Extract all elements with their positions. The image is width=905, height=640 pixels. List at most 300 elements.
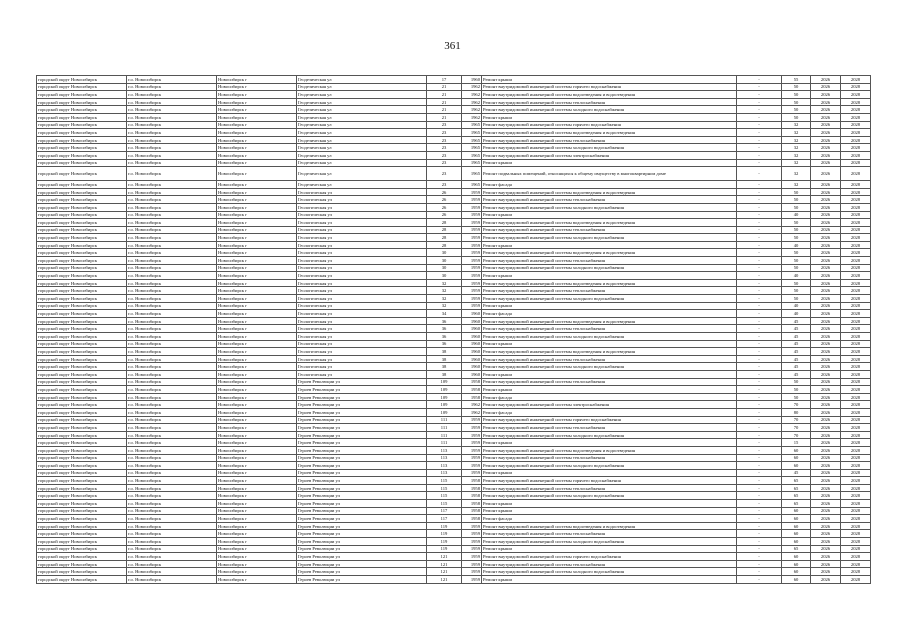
- extra-cell: -: [737, 393, 782, 401]
- street-cell: Геологическая ул: [297, 333, 427, 341]
- district-cell: г.о. Новосибирск: [127, 287, 217, 295]
- city-cell: Новосибирск г: [217, 568, 297, 576]
- table-row: [37, 106, 871, 114]
- start-year-cell: 2026: [811, 295, 841, 303]
- table-row: [37, 538, 871, 546]
- house-number-cell: 117: [427, 507, 462, 515]
- value-cell: 50: [782, 106, 811, 114]
- start-year-cell: 2026: [811, 408, 841, 416]
- extra-cell: -: [737, 401, 782, 409]
- street-cell: Геологическая ул: [297, 203, 427, 211]
- municipality-cell: городской округ Новосибирск: [37, 492, 127, 500]
- value-cell: 50: [782, 226, 811, 234]
- start-year-cell: 2026: [811, 113, 841, 121]
- start-year-cell: 2026: [811, 144, 841, 152]
- street-cell: Героев Революции ул: [297, 469, 427, 477]
- extra-cell: -: [737, 348, 782, 356]
- end-year-cell: 2028: [841, 83, 871, 91]
- end-year-cell: 2028: [841, 560, 871, 568]
- value-cell: 60: [782, 530, 811, 538]
- city-cell: Новосибирск г: [217, 560, 297, 568]
- district-cell: г.о. Новосибирск: [127, 249, 217, 257]
- build-year-cell: 1959: [462, 302, 482, 310]
- district-cell: г.о. Новосибирск: [127, 439, 217, 447]
- end-year-cell: 2028: [841, 167, 871, 181]
- municipality-cell: городской округ Новосибирск: [37, 121, 127, 129]
- municipality-cell: городской округ Новосибирск: [37, 129, 127, 137]
- end-year-cell: 2028: [841, 492, 871, 500]
- start-year-cell: 2026: [811, 196, 841, 204]
- end-year-cell: 2028: [841, 515, 871, 523]
- district-cell: г.о. Новосибирск: [127, 492, 217, 500]
- extra-cell: -: [737, 136, 782, 144]
- street-cell: Геодезическая ул: [297, 129, 427, 137]
- work-type-cell: Ремонт крыши: [482, 272, 737, 280]
- work-type-cell: Ремонт внутридомовой инженерной системы водоотведения и водоотведения: [482, 91, 737, 99]
- end-year-cell: 2028: [841, 106, 871, 114]
- build-year-cell: 1965: [462, 181, 482, 189]
- work-type-cell: Ремонт внутридомовой инженерной системы теплоснабжения: [482, 378, 737, 386]
- house-number-cell: 30: [427, 257, 462, 265]
- street-cell: Геодезическая ул: [297, 181, 427, 189]
- house-number-cell: 111: [427, 424, 462, 432]
- house-number-cell: 28: [427, 219, 462, 227]
- house-number-cell: 32: [427, 295, 462, 303]
- municipality-cell: городской округ Новосибирск: [37, 507, 127, 515]
- street-cell: Героев Революции ул: [297, 522, 427, 530]
- extra-cell: -: [737, 568, 782, 576]
- table-row: [37, 144, 871, 152]
- street-cell: Геологическая ул: [297, 249, 427, 257]
- value-cell: 45: [782, 469, 811, 477]
- house-number-cell: 113: [427, 454, 462, 462]
- extra-cell: -: [737, 408, 782, 416]
- build-year-cell: 1958: [462, 492, 482, 500]
- municipality-cell: городской округ Новосибирск: [37, 76, 127, 84]
- build-year-cell: 1962: [462, 106, 482, 114]
- street-cell: Геологическая ул: [297, 196, 427, 204]
- street-cell: Героев Революции ул: [297, 393, 427, 401]
- street-cell: Геологическая ул: [297, 295, 427, 303]
- extra-cell: -: [737, 181, 782, 189]
- extra-cell: -: [737, 378, 782, 386]
- street-cell: Геологическая ул: [297, 363, 427, 371]
- work-type-cell: Ремонт крыши: [482, 76, 737, 84]
- build-year-cell: 1959: [462, 279, 482, 287]
- build-year-cell: 1959: [462, 295, 482, 303]
- district-cell: г.о. Новосибирск: [127, 538, 217, 546]
- start-year-cell: 2026: [811, 181, 841, 189]
- table-row: [37, 431, 871, 439]
- work-type-cell: Ремонт внутридомовой инженерной системы горячего водоснабжения: [482, 553, 737, 561]
- work-type-cell: Ремонт крыши: [482, 386, 737, 394]
- build-year-cell: 1960: [462, 355, 482, 363]
- value-cell: 50: [782, 287, 811, 295]
- value-cell: 50: [782, 98, 811, 106]
- street-cell: Героев Революции ул: [297, 446, 427, 454]
- build-year-cell: 1962: [462, 113, 482, 121]
- extra-cell: -: [737, 576, 782, 584]
- work-type-cell: Ремонт крыши: [482, 211, 737, 219]
- build-year-cell: 1959: [462, 462, 482, 470]
- value-cell: 32: [782, 151, 811, 159]
- street-cell: Геодезическая ул: [297, 136, 427, 144]
- house-number-cell: 111: [427, 439, 462, 447]
- street-cell: Героев Революции ул: [297, 431, 427, 439]
- municipality-cell: городской округ Новосибирск: [37, 386, 127, 394]
- value-cell: 65: [782, 500, 811, 508]
- table-row: [37, 317, 871, 325]
- start-year-cell: 2026: [811, 136, 841, 144]
- page-number: 361: [444, 40, 461, 52]
- end-year-cell: 2028: [841, 151, 871, 159]
- district-cell: г.о. Новосибирск: [127, 477, 217, 485]
- value-cell: 40: [782, 272, 811, 280]
- district-cell: г.о. Новосибирск: [127, 522, 217, 530]
- end-year-cell: 2028: [841, 469, 871, 477]
- value-cell: 50: [782, 249, 811, 257]
- build-year-cell: 1959: [462, 416, 482, 424]
- district-cell: г.о. Новосибирск: [127, 219, 217, 227]
- city-cell: Новосибирск г: [217, 492, 297, 500]
- district-cell: г.о. Новосибирск: [127, 386, 217, 394]
- city-cell: Новосибирск г: [217, 431, 297, 439]
- work-type-cell: Ремонт крыши: [482, 340, 737, 348]
- municipality-cell: городской округ Новосибирск: [37, 333, 127, 341]
- street-cell: Героев Революции ул: [297, 484, 427, 492]
- value-cell: 32: [782, 181, 811, 189]
- municipality-cell: городской округ Новосибирск: [37, 302, 127, 310]
- build-year-cell: 1962: [462, 83, 482, 91]
- start-year-cell: 2026: [811, 370, 841, 378]
- work-type-cell: Ремонт внутридомовой инженерной системы горячего водоснабжения: [482, 477, 737, 485]
- value-cell: 40: [782, 310, 811, 318]
- build-year-cell: 1959: [462, 560, 482, 568]
- build-year-cell: 1960: [462, 340, 482, 348]
- work-type-cell: Ремонт внутридомовой инженерной системы теплоснабжения: [482, 454, 737, 462]
- work-type-cell: Ремонт подвальных помещений, относящихся к общему имуществу в многоквартирном доме: [482, 167, 737, 181]
- value-cell: 40: [782, 241, 811, 249]
- municipality-cell: городской округ Новосибирск: [37, 113, 127, 121]
- end-year-cell: 2028: [841, 568, 871, 576]
- municipality-cell: городской округ Новосибирск: [37, 317, 127, 325]
- house-number-cell: 23: [427, 181, 462, 189]
- start-year-cell: 2026: [811, 363, 841, 371]
- table-row: [37, 234, 871, 242]
- extra-cell: -: [737, 477, 782, 485]
- work-type-cell: Ремонт внутридомовой инженерной системы теплоснабжения: [482, 325, 737, 333]
- district-cell: г.о. Новосибирск: [127, 431, 217, 439]
- city-cell: Новосибирск г: [217, 515, 297, 523]
- district-cell: г.о. Новосибирск: [127, 500, 217, 508]
- table-row: [37, 136, 871, 144]
- end-year-cell: 2028: [841, 91, 871, 99]
- house-number-cell: 111: [427, 431, 462, 439]
- city-cell: Новосибирск г: [217, 522, 297, 530]
- house-number-cell: 23: [427, 129, 462, 137]
- work-type-cell: Ремонт внутридомовой инженерной системы водоотведения и водоотведения: [482, 129, 737, 137]
- table-row: [37, 469, 871, 477]
- extra-cell: -: [737, 439, 782, 447]
- municipality-cell: городской округ Новосибирск: [37, 348, 127, 356]
- house-number-cell: 36: [427, 317, 462, 325]
- district-cell: г.о. Новосибирск: [127, 333, 217, 341]
- start-year-cell: 2026: [811, 121, 841, 129]
- municipality-cell: городской округ Новосибирск: [37, 340, 127, 348]
- district-cell: г.о. Новосибирск: [127, 83, 217, 91]
- district-cell: г.о. Новосибирск: [127, 317, 217, 325]
- district-cell: г.о. Новосибирск: [127, 151, 217, 159]
- district-cell: г.о. Новосибирск: [127, 325, 217, 333]
- end-year-cell: 2028: [841, 424, 871, 432]
- value-cell: 70: [782, 424, 811, 432]
- start-year-cell: 2026: [811, 507, 841, 515]
- value-cell: 50: [782, 295, 811, 303]
- municipality-cell: городской округ Новосибирск: [37, 188, 127, 196]
- end-year-cell: 2028: [841, 439, 871, 447]
- table-row: [37, 241, 871, 249]
- start-year-cell: 2026: [811, 522, 841, 530]
- extra-cell: -: [737, 416, 782, 424]
- municipality-cell: городской округ Новосибирск: [37, 530, 127, 538]
- city-cell: Новосибирск г: [217, 538, 297, 546]
- end-year-cell: 2028: [841, 378, 871, 386]
- city-cell: Новосибирск г: [217, 234, 297, 242]
- table-row: [37, 203, 871, 211]
- build-year-cell: 1959: [462, 226, 482, 234]
- value-cell: 60: [782, 560, 811, 568]
- municipality-cell: городской округ Новосибирск: [37, 211, 127, 219]
- table-row: [37, 408, 871, 416]
- street-cell: Геодезическая ул: [297, 106, 427, 114]
- city-cell: Новосибирск г: [217, 98, 297, 106]
- extra-cell: -: [737, 226, 782, 234]
- end-year-cell: 2028: [841, 522, 871, 530]
- house-number-cell: 115: [427, 484, 462, 492]
- end-year-cell: 2028: [841, 234, 871, 242]
- end-year-cell: 2028: [841, 302, 871, 310]
- value-cell: 65: [782, 477, 811, 485]
- end-year-cell: 2028: [841, 264, 871, 272]
- end-year-cell: 2028: [841, 401, 871, 409]
- build-year-cell: 1959: [462, 446, 482, 454]
- municipality-cell: городской округ Новосибирск: [37, 393, 127, 401]
- municipality-cell: городской округ Новосибирск: [37, 469, 127, 477]
- city-cell: Новосибирск г: [217, 76, 297, 84]
- house-number-cell: 21: [427, 91, 462, 99]
- table-row: [37, 530, 871, 538]
- value-cell: 50: [782, 264, 811, 272]
- start-year-cell: 2026: [811, 333, 841, 341]
- table-row: [37, 98, 871, 106]
- start-year-cell: 2026: [811, 477, 841, 485]
- street-cell: Героев Революции ул: [297, 530, 427, 538]
- house-number-cell: 28: [427, 234, 462, 242]
- end-year-cell: 2028: [841, 530, 871, 538]
- work-type-cell: Ремонт внутридомовой инженерной системы холодного водоснабжения: [482, 431, 737, 439]
- city-cell: Новосибирск г: [217, 196, 297, 204]
- build-year-cell: 1965: [462, 121, 482, 129]
- city-cell: Новосибирск г: [217, 363, 297, 371]
- work-type-cell: Ремонт внутридомовой инженерной системы теплоснабжения: [482, 484, 737, 492]
- extra-cell: -: [737, 462, 782, 470]
- extra-cell: -: [737, 121, 782, 129]
- city-cell: Новосибирск г: [217, 257, 297, 265]
- start-year-cell: 2026: [811, 317, 841, 325]
- table-row: [37, 477, 871, 485]
- end-year-cell: 2028: [841, 462, 871, 470]
- extra-cell: -: [737, 159, 782, 167]
- city-cell: Новосибирск г: [217, 500, 297, 508]
- start-year-cell: 2026: [811, 167, 841, 181]
- district-cell: г.о. Новосибирск: [127, 348, 217, 356]
- street-cell: Геодезическая ул: [297, 144, 427, 152]
- extra-cell: -: [737, 272, 782, 280]
- value-cell: 50: [782, 196, 811, 204]
- house-number-cell: 121: [427, 576, 462, 584]
- municipality-cell: городской округ Новосибирск: [37, 484, 127, 492]
- start-year-cell: 2026: [811, 106, 841, 114]
- end-year-cell: 2028: [841, 355, 871, 363]
- district-cell: г.о. Новосибирск: [127, 507, 217, 515]
- end-year-cell: 2028: [841, 416, 871, 424]
- work-type-cell: Ремонт внутридомовой инженерной системы теплоснабжения: [482, 424, 737, 432]
- municipality-cell: городской округ Новосибирск: [37, 144, 127, 152]
- extra-cell: -: [737, 454, 782, 462]
- extra-cell: -: [737, 424, 782, 432]
- house-number-cell: 36: [427, 340, 462, 348]
- start-year-cell: 2026: [811, 159, 841, 167]
- value-cell: 60: [782, 446, 811, 454]
- house-number-cell: 121: [427, 560, 462, 568]
- street-cell: Геодезическая ул: [297, 113, 427, 121]
- build-year-cell: 1958: [462, 477, 482, 485]
- street-cell: Геодезическая ул: [297, 76, 427, 84]
- work-type-cell: Ремонт внутридомовой инженерной системы холодного водоснабжения: [482, 462, 737, 470]
- build-year-cell: 1959: [462, 568, 482, 576]
- city-cell: Новосибирск г: [217, 279, 297, 287]
- work-type-cell: Ремонт внутридомовой инженерной системы холодного водоснабжения: [482, 295, 737, 303]
- table-row: [37, 424, 871, 432]
- build-year-cell: 1958: [462, 386, 482, 394]
- end-year-cell: 2028: [841, 500, 871, 508]
- work-type-cell: Ремонт фасада: [482, 310, 737, 318]
- table-row: [37, 249, 871, 257]
- start-year-cell: 2026: [811, 560, 841, 568]
- build-year-cell: 1959: [462, 272, 482, 280]
- city-cell: Новосибирск г: [217, 203, 297, 211]
- table-body: [37, 76, 871, 584]
- extra-cell: -: [737, 545, 782, 553]
- house-number-cell: 121: [427, 553, 462, 561]
- value-cell: 65: [782, 492, 811, 500]
- table-row: [37, 279, 871, 287]
- street-cell: Героев Революции ул: [297, 553, 427, 561]
- city-cell: Новосибирск г: [217, 226, 297, 234]
- district-cell: г.о. Новосибирск: [127, 136, 217, 144]
- work-type-cell: Ремонт внутридомовой инженерной системы электроснабжения: [482, 151, 737, 159]
- start-year-cell: 2026: [811, 386, 841, 394]
- municipality-cell: городской округ Новосибирск: [37, 272, 127, 280]
- city-cell: Новосибирск г: [217, 113, 297, 121]
- street-cell: Героев Революции ул: [297, 462, 427, 470]
- city-cell: Новосибирск г: [217, 264, 297, 272]
- work-type-cell: Ремонт внутридомовой инженерной системы водоотведения и водоотведения: [482, 249, 737, 257]
- municipality-cell: городской округ Новосибирск: [37, 500, 127, 508]
- extra-cell: -: [737, 279, 782, 287]
- start-year-cell: 2026: [811, 530, 841, 538]
- start-year-cell: 2026: [811, 211, 841, 219]
- end-year-cell: 2028: [841, 241, 871, 249]
- start-year-cell: 2026: [811, 234, 841, 242]
- city-cell: Новосибирск г: [217, 317, 297, 325]
- value-cell: 70: [782, 401, 811, 409]
- municipality-cell: городской округ Новосибирск: [37, 355, 127, 363]
- district-cell: г.о. Новосибирск: [127, 553, 217, 561]
- repair-schedule-table: [36, 75, 871, 584]
- table-row: [37, 416, 871, 424]
- start-year-cell: 2026: [811, 340, 841, 348]
- house-number-cell: 26: [427, 211, 462, 219]
- house-number-cell: 109: [427, 378, 462, 386]
- end-year-cell: 2028: [841, 325, 871, 333]
- municipality-cell: городской округ Новосибирск: [37, 522, 127, 530]
- value-cell: 45: [782, 333, 811, 341]
- district-cell: г.о. Новосибирск: [127, 370, 217, 378]
- start-year-cell: 2026: [811, 272, 841, 280]
- city-cell: Новосибирск г: [217, 348, 297, 356]
- table-row: [37, 545, 871, 553]
- house-number-cell: 32: [427, 279, 462, 287]
- municipality-cell: городской округ Новосибирск: [37, 226, 127, 234]
- build-year-cell: 1959: [462, 234, 482, 242]
- build-year-cell: 1959: [462, 211, 482, 219]
- extra-cell: -: [737, 333, 782, 341]
- house-number-cell: 113: [427, 469, 462, 477]
- table-row: [37, 302, 871, 310]
- extra-cell: -: [737, 355, 782, 363]
- district-cell: г.о. Новосибирск: [127, 545, 217, 553]
- city-cell: Новосибирск г: [217, 545, 297, 553]
- start-year-cell: 2026: [811, 91, 841, 99]
- work-type-cell: Ремонт внутридомовой инженерной системы горячего водоснабжения: [482, 83, 737, 91]
- street-cell: Героев Революции ул: [297, 477, 427, 485]
- house-number-cell: 119: [427, 522, 462, 530]
- start-year-cell: 2026: [811, 264, 841, 272]
- end-year-cell: 2028: [841, 287, 871, 295]
- house-number-cell: 21: [427, 98, 462, 106]
- district-cell: г.о. Новосибирск: [127, 469, 217, 477]
- house-number-cell: 30: [427, 249, 462, 257]
- value-cell: 45: [782, 340, 811, 348]
- end-year-cell: 2028: [841, 98, 871, 106]
- city-cell: Новосибирск г: [217, 507, 297, 515]
- work-type-cell: Ремонт крыши: [482, 500, 737, 508]
- municipality-cell: городской округ Новосибирск: [37, 287, 127, 295]
- table-row: [37, 492, 871, 500]
- street-cell: Геодезическая ул: [297, 159, 427, 167]
- city-cell: Новосибирск г: [217, 83, 297, 91]
- municipality-cell: городской округ Новосибирск: [37, 462, 127, 470]
- municipality-cell: городской округ Новосибирск: [37, 98, 127, 106]
- build-year-cell: 1959: [462, 287, 482, 295]
- house-number-cell: 32: [427, 302, 462, 310]
- value-cell: 70: [782, 416, 811, 424]
- value-cell: 60: [782, 462, 811, 470]
- table-row: [37, 522, 871, 530]
- build-year-cell: 1958: [462, 484, 482, 492]
- value-cell: 50: [782, 386, 811, 394]
